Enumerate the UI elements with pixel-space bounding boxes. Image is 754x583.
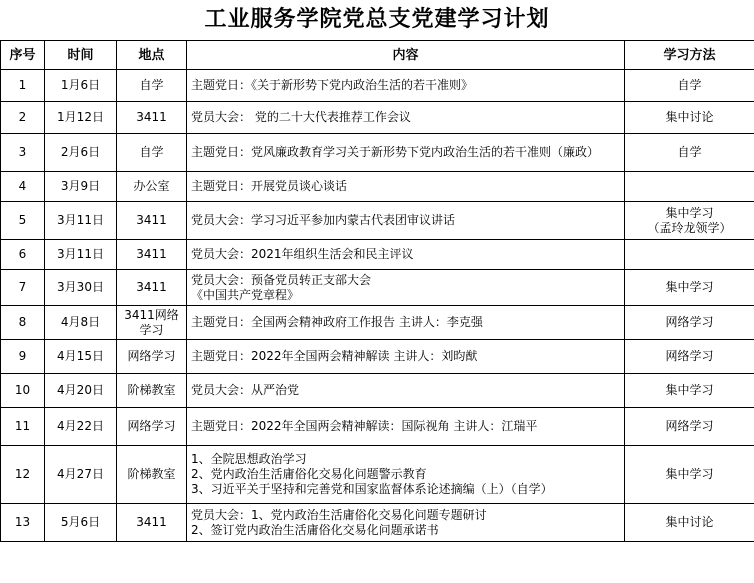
row-method	[625, 340, 754, 374]
row-method-line: 集中学习	[665, 383, 714, 397]
header-row	[1, 41, 754, 70]
row-no: 4	[1, 172, 45, 202]
row-place: 3411	[117, 270, 187, 306]
row-content	[187, 408, 625, 446]
table-row	[1, 504, 754, 542]
row-no: 10	[1, 374, 45, 408]
row-content-line: 党员大会：2021年组织生活会和民主评议	[191, 247, 414, 261]
row-method-line: 网络学习	[665, 315, 714, 329]
row-content	[187, 202, 625, 240]
row-method-line: 自学	[677, 78, 702, 92]
row-date: 4月20日	[45, 374, 117, 408]
row-method	[625, 134, 754, 172]
row-content	[187, 504, 625, 542]
row-content	[187, 240, 625, 270]
table-row	[1, 446, 754, 504]
row-content-line: 主题党日：开展党员谈心谈话	[191, 179, 348, 193]
row-method	[625, 306, 754, 340]
row-no: 1	[1, 70, 45, 102]
header-content: 内容	[187, 41, 625, 70]
row-method	[625, 70, 754, 102]
row-date: 4月27日	[45, 446, 117, 504]
row-content-line: 党员大会： 党的二十大代表推荐工作会议	[191, 110, 411, 124]
row-method	[625, 374, 754, 408]
row-method-line: 集中讨论	[665, 515, 714, 529]
row-no: 9	[1, 340, 45, 374]
row-content	[187, 102, 625, 134]
row-date: 3月9日	[45, 172, 117, 202]
table-row	[1, 374, 754, 408]
row-content	[187, 374, 625, 408]
row-no: 3	[1, 134, 45, 172]
study-plan-table	[0, 40, 754, 542]
row-content	[187, 70, 625, 102]
row-place: 3411网络学习	[117, 306, 187, 340]
table-body	[1, 70, 754, 542]
row-no: 13	[1, 504, 45, 542]
row-date: 4月8日	[45, 306, 117, 340]
row-content-line: 2、党内政治生活庸俗化交易化问题警示教育	[191, 467, 427, 481]
table-row	[1, 70, 754, 102]
row-method-line: 集中学习	[665, 467, 714, 481]
table-row	[1, 102, 754, 134]
row-no: 8	[1, 306, 45, 340]
row-date: 3月11日	[45, 240, 117, 270]
row-method-line: 集中学习	[665, 205, 714, 220]
row-place: 3411	[117, 240, 187, 270]
row-place: 3411	[117, 102, 187, 134]
row-method-line: 自学	[677, 145, 702, 159]
row-no: 6	[1, 240, 45, 270]
row-place: 自学	[117, 70, 187, 102]
header-date: 时间	[45, 41, 117, 70]
row-place: 办公室	[117, 172, 187, 202]
row-no: 2	[1, 102, 45, 134]
row-date: 1月6日	[45, 70, 117, 102]
row-method	[625, 172, 754, 202]
row-place: 3411	[117, 202, 187, 240]
header-no: 序号	[1, 41, 45, 70]
page-title: 工业服务学院党总支党建学习计划	[204, 7, 550, 32]
table-row	[1, 306, 754, 340]
row-content-line: 主题党日：2022年全国两会精神解读 主讲人：刘昀猷	[191, 349, 478, 363]
row-date: 3月11日	[45, 202, 117, 240]
row-date: 5月6日	[45, 504, 117, 542]
row-method-line: （孟玲龙领学）	[647, 220, 732, 235]
row-content-line: 3、习近平关于坚持和完善党和国家监督体系论述摘编（上）（自学）	[191, 482, 553, 496]
row-method-line: 集中学习	[665, 280, 714, 294]
row-method	[625, 446, 754, 504]
row-method	[625, 504, 754, 542]
row-method-line: 集中讨论	[665, 110, 714, 124]
row-content-line: 主题党日：党风廉政教育学习关于新形势下党内政治生活的若干准则（廉政）	[191, 145, 600, 159]
row-content-line: 2、签订党内政治生活庸俗化交易化问题承诺书	[191, 522, 439, 537]
row-content-line: 党员大会：从严治党	[191, 383, 300, 397]
row-no: 12	[1, 446, 45, 504]
row-date: 2月6日	[45, 134, 117, 172]
row-no: 5	[1, 202, 45, 240]
row-method-line: 网络学习	[665, 419, 714, 433]
row-content	[187, 172, 625, 202]
row-content-line: 1、全院思想政治学习	[191, 452, 307, 466]
row-content-line: 《中国共产党章程》	[191, 287, 300, 302]
row-date: 3月30日	[45, 270, 117, 306]
table-row	[1, 202, 754, 240]
row-date: 4月15日	[45, 340, 117, 374]
row-place: 阶梯教室	[117, 374, 187, 408]
table-row	[1, 270, 754, 306]
header-method: 学习方法	[625, 41, 754, 70]
row-content	[187, 270, 625, 306]
table-row	[1, 340, 754, 374]
row-content	[187, 134, 625, 172]
row-place: 网络学习	[117, 340, 187, 374]
row-place: 3411	[117, 504, 187, 542]
header-place: 地点	[117, 41, 187, 70]
row-method	[625, 202, 754, 240]
row-content-line: 党员大会：学习习近平参加内蒙古代表团审议讲话	[191, 213, 456, 227]
row-content-line: 主题党日：《关于新形势下党内政治生活的若干准则》	[191, 78, 474, 92]
row-place: 网络学习	[117, 408, 187, 446]
table-row	[1, 408, 754, 446]
row-method	[625, 102, 754, 134]
row-place: 阶梯教室	[117, 446, 187, 504]
row-place: 自学	[117, 134, 187, 172]
row-content	[187, 340, 625, 374]
table-row	[1, 172, 754, 202]
row-content-line: 党员大会：预备党员转正支部大会	[191, 272, 372, 287]
row-date: 4月22日	[45, 408, 117, 446]
table-row	[1, 240, 754, 270]
row-content	[187, 306, 625, 340]
row-method	[625, 240, 754, 270]
row-method-line: 网络学习	[665, 349, 714, 363]
row-content	[187, 446, 625, 504]
row-content-line: 党员大会：1、党内政治生活庸俗化交易化问题专题研讨	[191, 507, 487, 522]
row-date: 1月12日	[45, 102, 117, 134]
table-row	[1, 134, 754, 172]
row-content-line: 主题党日：2022年全国两会精神解读：国际视角 主讲人：江瑞平	[191, 419, 538, 433]
row-method	[625, 408, 754, 446]
row-no: 11	[1, 408, 45, 446]
row-method	[625, 270, 754, 306]
row-no: 7	[1, 270, 45, 306]
row-content-line: 主题党日：全国两会精神政府工作报告 主讲人：李克强	[191, 315, 483, 329]
